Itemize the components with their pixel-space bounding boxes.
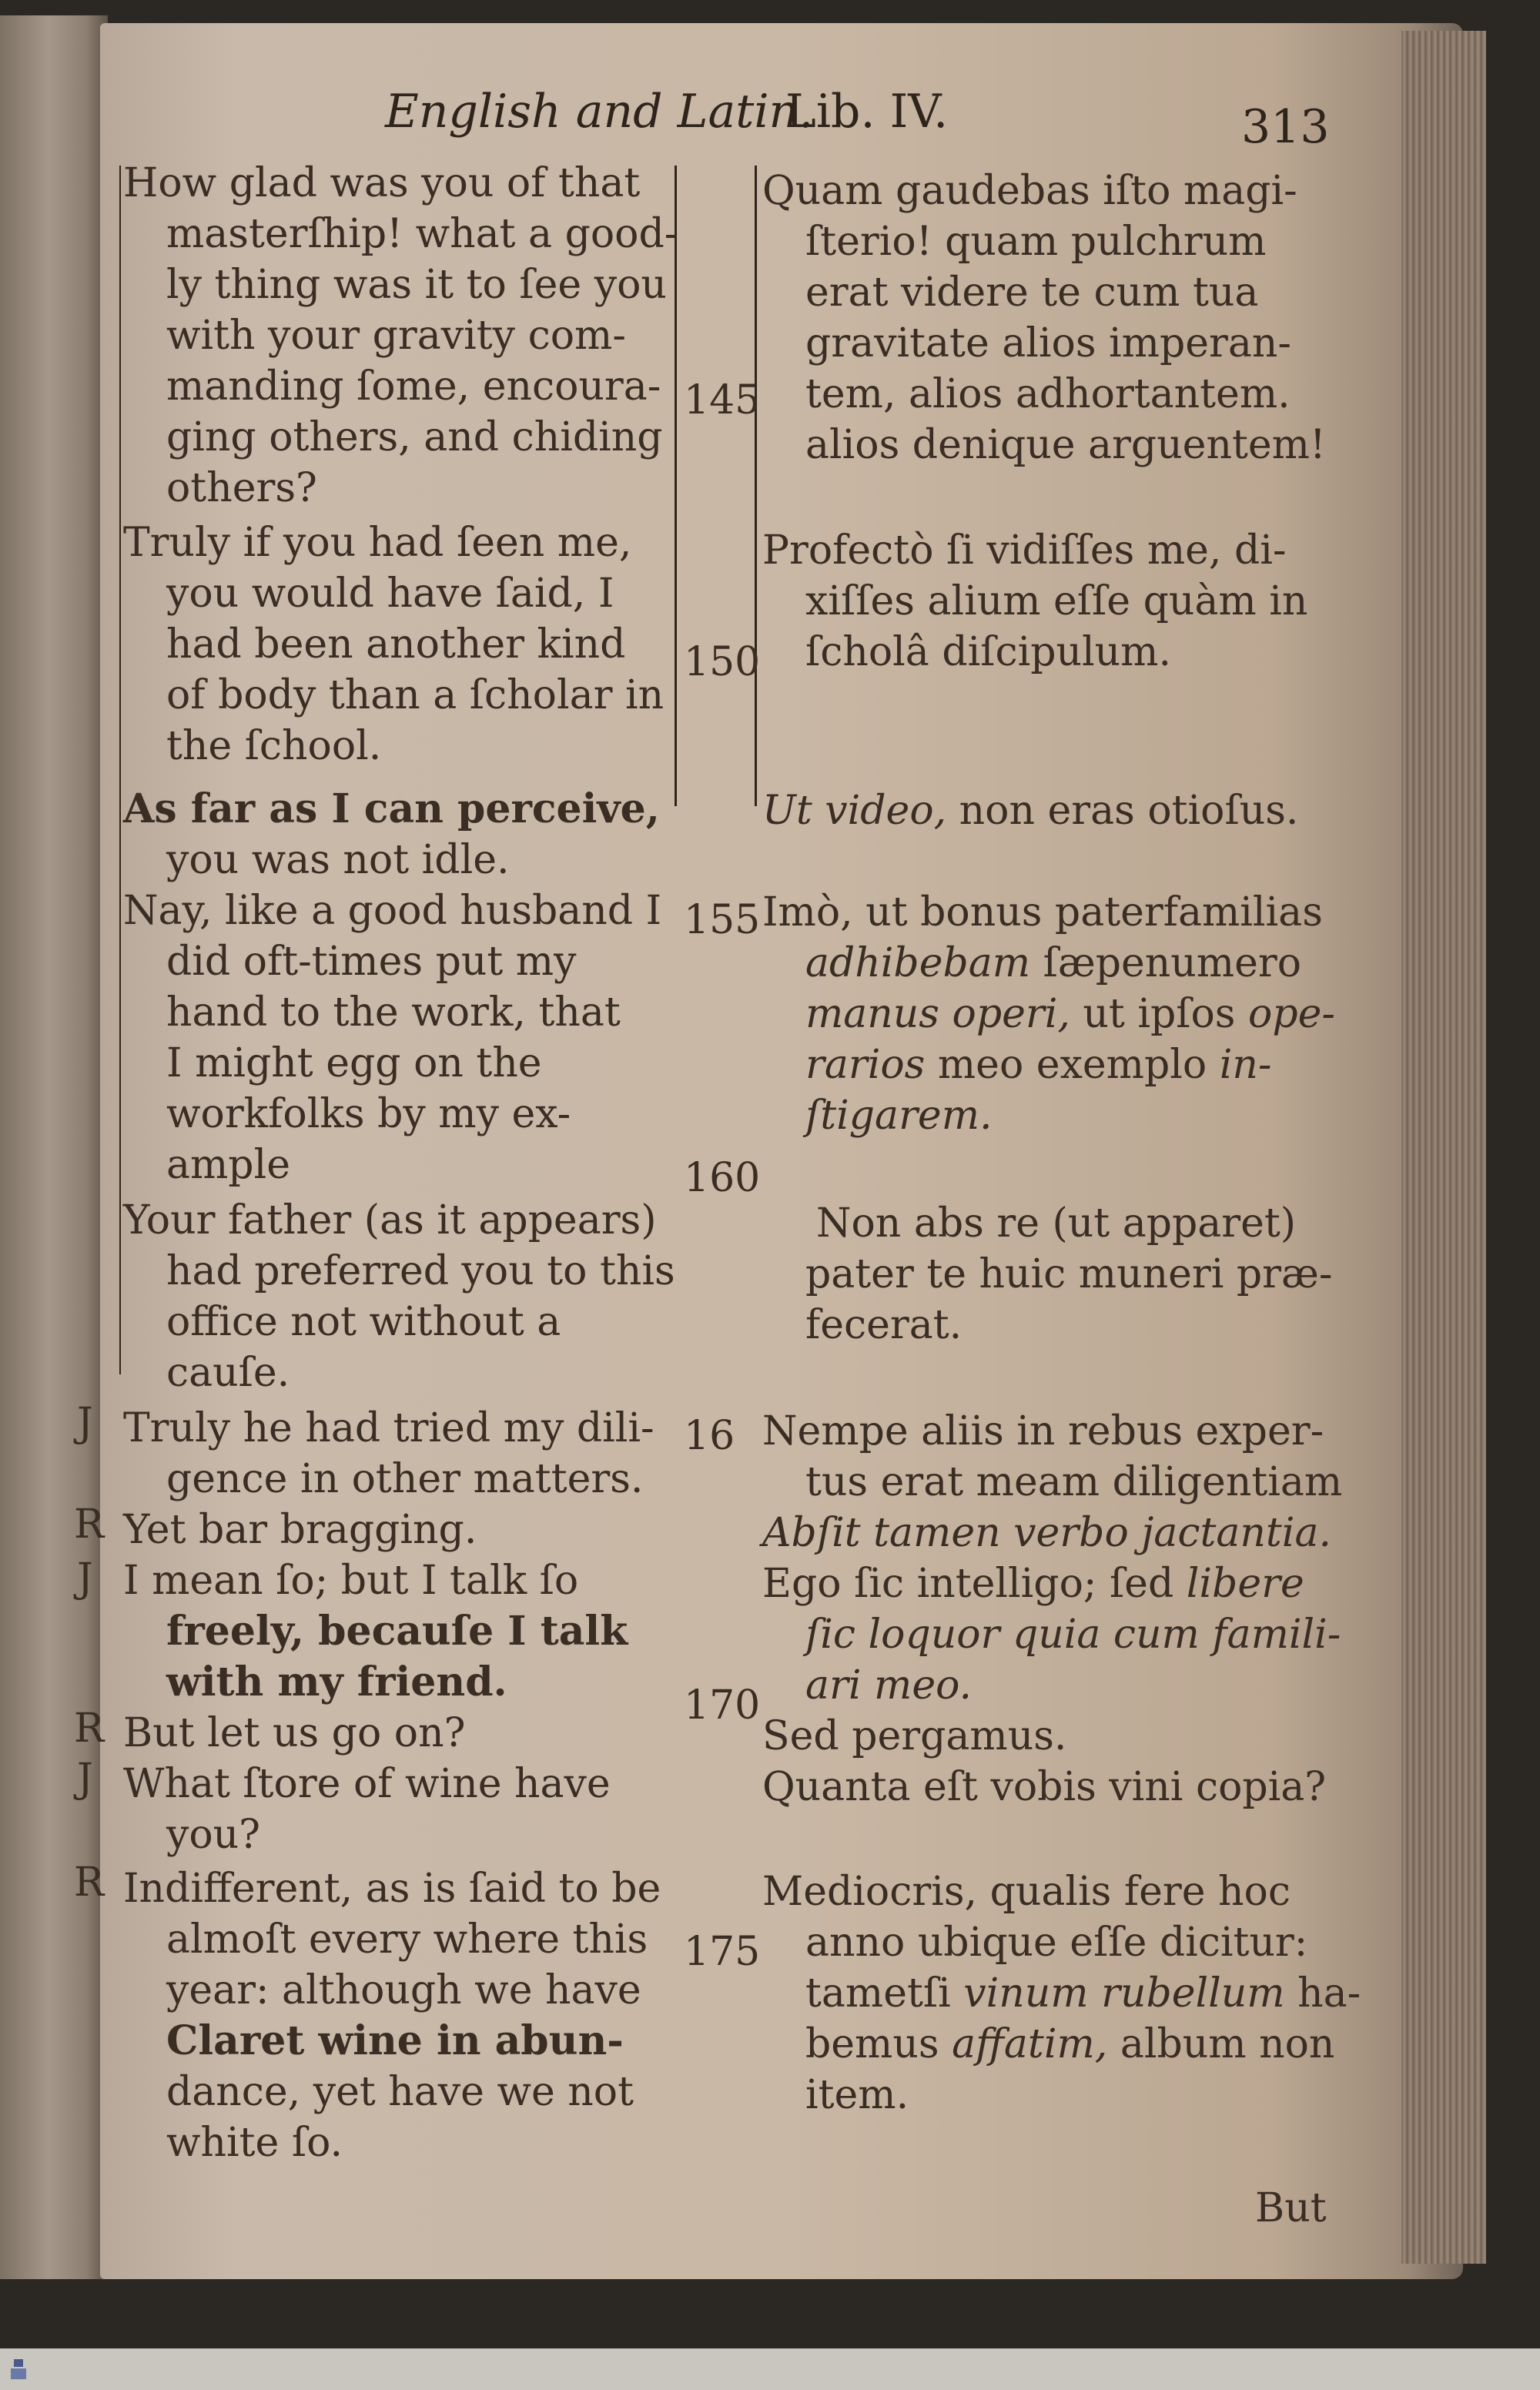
english-line: Nay, like a good husband I bbox=[123, 888, 662, 934]
english-line: cauſe. bbox=[166, 1350, 290, 1396]
english-line: masterſhip! what a good- bbox=[166, 211, 678, 257]
english-line: How glad was you of that bbox=[123, 160, 641, 206]
library-logo-icon bbox=[5, 2356, 35, 2387]
previous-page-edge bbox=[0, 15, 108, 2279]
latin-line: Sed pergamus. bbox=[762, 1713, 1067, 1759]
line-number-170: 170 bbox=[684, 1682, 761, 1729]
line-number-175: 175 bbox=[684, 1929, 761, 1975]
line-number-145: 145 bbox=[684, 377, 761, 423]
latin-line: anno ubique eſſe dicitur: bbox=[805, 1920, 1308, 1966]
english-line: did oft-times put my bbox=[166, 939, 577, 985]
speaker-marker: R bbox=[74, 1705, 105, 1752]
english-line: Your father (as it appears) bbox=[123, 1197, 657, 1244]
latin-line: Abſit tamen verbo jactantia. bbox=[762, 1510, 1331, 1556]
english-line: with your gravity com- bbox=[166, 313, 626, 359]
latin-line: bemus affatim, album non bbox=[805, 2021, 1335, 2067]
speaker-marker: J bbox=[77, 1756, 93, 1802]
english-line: office not without a bbox=[166, 1299, 561, 1345]
english-line: with my friend. bbox=[166, 1659, 507, 1705]
latin-line: Quanta eſt vobis vini copia? bbox=[762, 1764, 1327, 1810]
english-line: others? bbox=[166, 465, 317, 511]
english-line: the ſchool. bbox=[166, 723, 382, 769]
page-number: 313 bbox=[1241, 100, 1330, 154]
english-line: of body than a ſcholar in bbox=[166, 672, 665, 718]
latin-line: Non abs re (ut apparet) bbox=[816, 1200, 1297, 1247]
line-number-165: 16 bbox=[684, 1413, 735, 1459]
latin-line: fecerat. bbox=[805, 1302, 962, 1348]
latin-line: tem, alios adhortantem. bbox=[805, 371, 1291, 417]
english-line: ging others, and chiding bbox=[166, 414, 663, 460]
viewer-footer-bar bbox=[0, 2348, 1540, 2390]
latin-line: Imò, ut bonus paterfamilias bbox=[762, 889, 1323, 936]
latin-line: ſterio! quam pulchrum bbox=[805, 219, 1267, 265]
latin-line: rarios meo exemplo in- bbox=[805, 1042, 1272, 1088]
page-fore-edge bbox=[1401, 31, 1486, 2264]
english-line: Truly he had tried my dili- bbox=[123, 1405, 654, 1451]
latin-line: adhibebam ſæpenumero bbox=[805, 940, 1302, 986]
latin-line: ſic loquor quia cum famili- bbox=[805, 1612, 1341, 1658]
latin-line: alios denique arguentem! bbox=[805, 422, 1326, 468]
english-line: you? bbox=[166, 1812, 261, 1858]
latin-line: Mediocris, qualis fere hoc bbox=[762, 1869, 1291, 1915]
latin-line: manus operi, ut ipſos ope- bbox=[805, 991, 1335, 1037]
english-line: Claret wine in abun- bbox=[166, 2017, 624, 2064]
english-line: year: although we have bbox=[166, 1967, 641, 2013]
latin-line: ari meo. bbox=[805, 1662, 973, 1709]
latin-line: Profectò ſi vidiſſes me, di- bbox=[762, 527, 1287, 574]
english-line: workfolks by my ex- bbox=[166, 1091, 571, 1137]
english-line: Truly if you had ſeen me, bbox=[123, 520, 632, 566]
latin-line: tametſi vinum rubellum ha- bbox=[805, 1970, 1361, 2017]
latin-line: ſcholâ diſcipulum. bbox=[805, 629, 1171, 675]
english-line: I mean ſo; but I talk ſo bbox=[123, 1558, 579, 1604]
line-number-155: 155 bbox=[684, 897, 761, 943]
latin-line: Nempe aliis in rebus exper- bbox=[762, 1408, 1324, 1454]
latin-line: item. bbox=[805, 2072, 909, 2118]
english-line: had preferred you to this bbox=[166, 1248, 675, 1294]
english-line: had been another kind bbox=[166, 621, 626, 668]
english-line: ample bbox=[166, 1142, 291, 1188]
english-line: Yet bar bragging. bbox=[123, 1507, 477, 1553]
left-margin-rule bbox=[119, 166, 121, 1374]
english-line: As far as I can perceive, bbox=[123, 785, 660, 832]
latin-line: Ego ſic intelligo; ſed libere bbox=[762, 1561, 1304, 1607]
english-line: freely, becauſe I talk bbox=[166, 1608, 628, 1655]
running-head-left: English and Latin. bbox=[385, 85, 814, 139]
english-line: you would have ſaid, I bbox=[166, 571, 614, 617]
running-head-book: Lib. IV. bbox=[785, 85, 949, 139]
english-line: I might egg on the bbox=[166, 1040, 542, 1086]
english-line: Indifferent, as is ſaid to be bbox=[123, 1866, 661, 1912]
latin-line: pater te huic muneri præ- bbox=[805, 1251, 1333, 1297]
latin-line: gravitate alios imperan- bbox=[805, 320, 1291, 367]
latin-line: Ut video, non eras otioſus. bbox=[762, 788, 1299, 834]
speaker-marker: J bbox=[77, 1400, 93, 1446]
english-line: gence in other matters. bbox=[166, 1456, 644, 1502]
latin-line: tus erat meam diligentiam bbox=[805, 1459, 1343, 1505]
english-line: dance, yet have we not bbox=[166, 2069, 634, 2115]
latin-line: Quam gaudebas iſto magi- bbox=[762, 168, 1297, 214]
english-line: white ſo. bbox=[166, 2120, 343, 2166]
english-line: you was not idle. bbox=[166, 837, 510, 883]
speaker-marker: R bbox=[74, 1859, 105, 1906]
english-line: manding ſome, encoura- bbox=[166, 363, 661, 410]
english-line: But let us go on? bbox=[123, 1710, 466, 1756]
speaker-marker: J bbox=[77, 1555, 93, 1602]
speaker-marker: R bbox=[74, 1501, 105, 1548]
latin-line: erat videre te cum tua bbox=[805, 269, 1259, 316]
english-line: almoſt every where this bbox=[166, 1916, 648, 1963]
english-line: ly thing was it to ſee you bbox=[166, 262, 667, 308]
english-line: hand to the work, that bbox=[166, 989, 621, 1036]
catchword: But bbox=[1255, 2185, 1327, 2231]
latin-column-rule bbox=[755, 166, 757, 806]
line-number-150: 150 bbox=[684, 639, 761, 685]
latin-line: ſtigarem. bbox=[805, 1093, 993, 1139]
english-line: What ſtore of wine have bbox=[123, 1761, 611, 1807]
line-number-160: 160 bbox=[684, 1155, 761, 1201]
latin-line: xiſſes alium eſſe quàm in bbox=[805, 578, 1308, 624]
